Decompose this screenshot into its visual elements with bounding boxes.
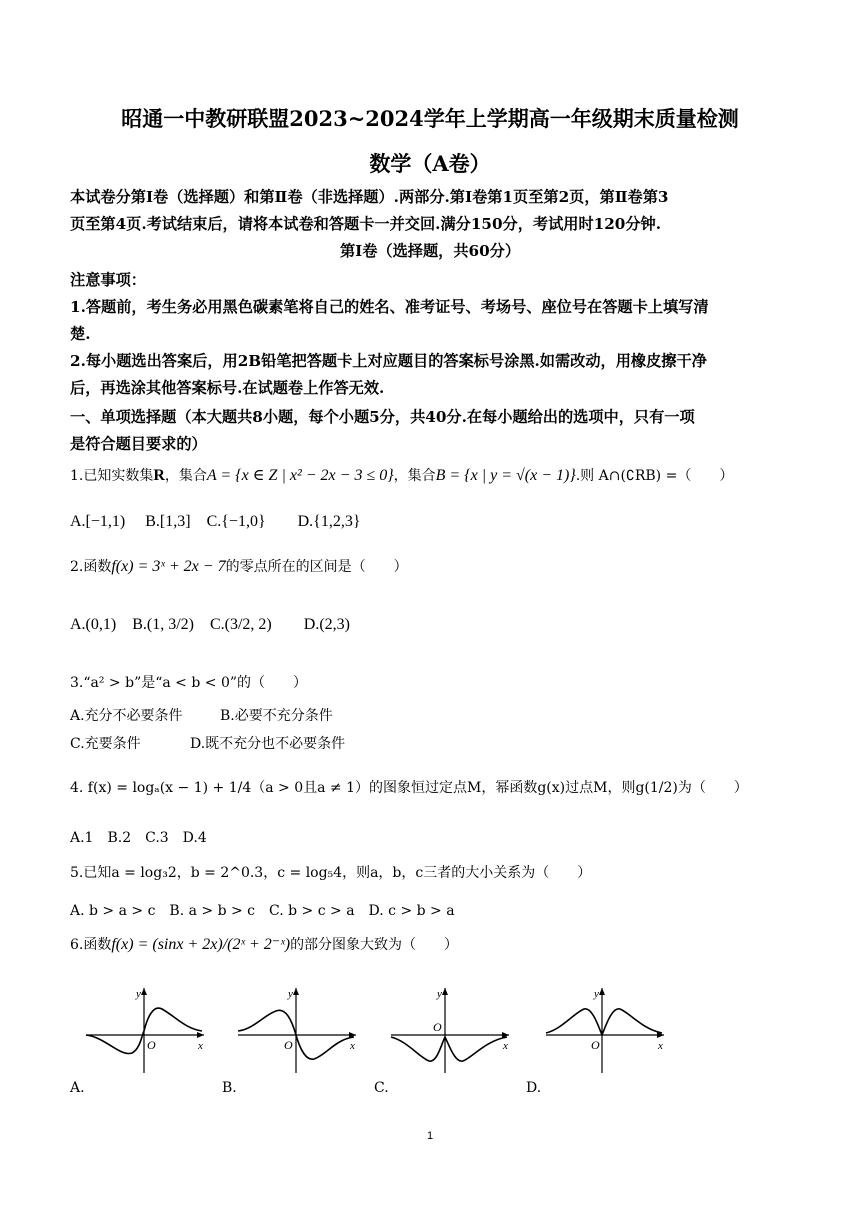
note-1b: 楚. bbox=[70, 325, 91, 343]
note-1a: 1.答题前，考生务必用黑色碳素笔将自己的姓名、准考证号、考场号、座位号在答题卡上填写清 bbox=[70, 298, 709, 316]
graph-b-label: B. bbox=[222, 1080, 237, 1096]
q6-prefix: 6.函数 bbox=[70, 937, 112, 953]
graph-a-label: A. bbox=[70, 1080, 85, 1096]
graph-b-x-label: x bbox=[350, 1040, 355, 1052]
note-2b: 后，再选涂其他答案标号.在试题卷上作答无效. bbox=[70, 379, 385, 397]
question-1 bbox=[70, 466, 733, 486]
graph-d-y-label: y bbox=[594, 988, 599, 1000]
graph-d-x-label: x bbox=[658, 1040, 663, 1052]
q3-option-b: B.必要不充分条件 bbox=[220, 708, 333, 724]
q1-mid2: ，集合 bbox=[393, 468, 436, 484]
section-heading-b: 是符合题目要求的） bbox=[70, 435, 207, 453]
question-4: 4. f(x) = logₐ(x − 1) + 1/4（a > 0且a ≠ 1）的图象恒过定点M，幂函数g(x)过点M，则g(1/2)为（ ） bbox=[70, 780, 748, 796]
q2-prefix: 2.函数 bbox=[70, 559, 112, 575]
q4-options: A.1 B.2 C.3 D.4 bbox=[70, 830, 207, 846]
q6-ask: 的部分图象大致为（ ） bbox=[290, 937, 459, 953]
intro-line-1: 本试卷分第Ⅰ卷（选择题）和第Ⅱ卷（非选择题）.两部分.第Ⅰ卷第1页至第2页，第Ⅱ卷第3 bbox=[70, 188, 669, 206]
q2-ask: 的零点所在的区间是（ ） bbox=[225, 559, 408, 575]
q3-option-a: A.充分不必要条件 bbox=[70, 708, 183, 724]
q1-options: A.[−1,1) B.[1,3] C.{−1,0} D.{1,2,3} bbox=[70, 513, 361, 530]
q6-expr: f(x) = (sinx + 2x)/(2ˣ + 2⁻ˣ) bbox=[111, 936, 291, 953]
intro-line-2: 页至第4页.考试结束后，请将本试卷和答题卡一并交回.满分150分，考试用时120分钟. bbox=[70, 215, 662, 233]
q2-options: A.(0,1) B.(1, 3/2) C.(3/2, 2) D.(2,3) bbox=[70, 616, 350, 633]
graph-b-y-label: y bbox=[288, 988, 293, 1000]
graph-c-label: C. bbox=[374, 1080, 389, 1096]
q1-prefix: 1.已知实数集 bbox=[70, 468, 154, 484]
graph-c-y-label: y bbox=[437, 988, 442, 1000]
section-heading-a: 一、单项选择题（本大题共8小题，每个小题5分，共40分.在每小题给出的选项中，只有一项 bbox=[70, 408, 695, 426]
graph-a-x-label: x bbox=[198, 1040, 203, 1052]
page-number: 1 bbox=[426, 1130, 434, 1142]
question-3: 3.“a² > b”是“a < b < 0”的（ ） bbox=[70, 675, 308, 691]
q5-options: A. b > a > c B. a > b > c C. b > c > a D. c > b > a bbox=[70, 903, 455, 919]
question-2 bbox=[70, 557, 408, 577]
note-2a: 2.每小题选出答案后，用2B铅笔把答题卡上对应题目的答案标号涂黑.如需改动，用橡皮擦干净 bbox=[70, 352, 707, 370]
q1-set-b: B = {x | y = √(x − 1)} bbox=[435, 467, 576, 484]
q1-set-r: R bbox=[153, 467, 165, 484]
question-5: 5.已知a = log₃2，b = 2^0.3，c = log₅4，则a，b，c三者的大小关系为（ ） bbox=[70, 865, 592, 881]
q1-mid1: ，集合 bbox=[164, 468, 207, 484]
notes-label: 注意事项： bbox=[70, 271, 146, 289]
part1-heading: 第Ⅰ卷（选择题，共60分） bbox=[339, 242, 521, 260]
graph-a-y-label: y bbox=[136, 988, 141, 1000]
graph-a-origin: O bbox=[147, 1038, 156, 1052]
graph-d-origin: O bbox=[591, 1038, 600, 1052]
graph-b bbox=[232, 985, 362, 1075]
graph-a bbox=[80, 985, 210, 1075]
q3-option-c: C.充要条件 bbox=[70, 736, 141, 752]
graph-c bbox=[385, 985, 515, 1075]
graph-c-origin: O bbox=[433, 1020, 442, 1034]
graph-b-origin: O bbox=[284, 1038, 293, 1052]
question-6 bbox=[70, 935, 458, 955]
graph-d-label: D. bbox=[526, 1080, 542, 1096]
graph-c-x-label: x bbox=[503, 1040, 508, 1052]
graph-d bbox=[540, 985, 670, 1075]
q1-set-a: A = {x ∈ Z | x² − 2x − 3 ≤ 0} bbox=[206, 467, 394, 484]
q3-option-d: D.既不充分也不必要条件 bbox=[190, 736, 346, 752]
q2-expr: f(x) = 3ˣ + 2x − 7 bbox=[111, 558, 226, 575]
exam-subtitle: 数学（A卷） bbox=[369, 151, 491, 176]
q1-ask: .则 A∩(∁RB) =（ ） bbox=[575, 468, 734, 484]
exam-title: 昭通一中教研联盟2023~2024学年上学期高一年级期末质量检测 bbox=[121, 106, 739, 131]
